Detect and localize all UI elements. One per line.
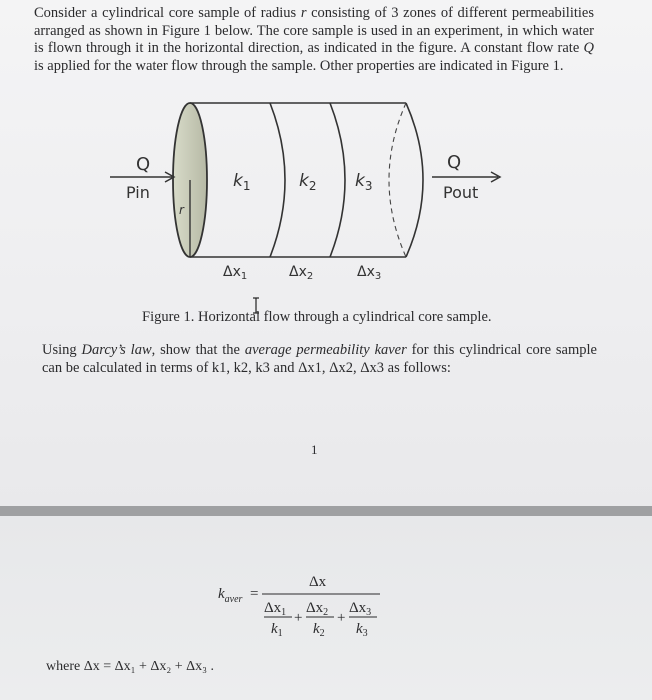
core-sample-figure: [0, 0, 652, 320]
zone2-k-label: $k_2$: [299, 171, 317, 193]
task-text-4: for this cylindrical core sample can be calculated in terms of k1, k2, k3 and Δx1, Δx2, Δx3 as follows:: [42, 342, 597, 376]
intro-text-3: is applied for the water flow through the sample. Other properties are indicated in Figure 1.: [34, 57, 564, 74]
outlet-end-hidden: [389, 103, 406, 257]
outlet-pressure-label: Pout: [443, 183, 479, 202]
task-paragraph: [42, 342, 597, 377]
page-divider-band: [0, 506, 652, 516]
intro-text-1: Consider a cylindrical core sample of radius: [34, 5, 301, 21]
zone1-k-label: $k_1$: [233, 171, 251, 193]
plus-sign-1: +: [294, 610, 303, 626]
kaver-symbol: kaver: [374, 342, 407, 358]
average-permeability-formula: [0, 516, 652, 700]
plus-sign-2: +: [337, 610, 346, 626]
average-permeability-term: average permeability: [244, 342, 370, 358]
radius-label: r: [179, 203, 184, 217]
formula-lhs: $k_{aver}$: [218, 586, 243, 605]
outlet-q-label: Q: [447, 152, 462, 173]
zone3-k-label: $k_3$: [355, 171, 373, 193]
zone2-length-label: $\Delta x_2$: [289, 264, 314, 282]
term3-denominator: $k_3$: [356, 621, 368, 639]
zone-boundary-2: [330, 103, 345, 257]
formula-equals: =: [250, 586, 259, 602]
figure-caption: Figure 1. Horizontal flow through a cylindrical core sample.: [142, 309, 492, 325]
inlet-q-label: Q: [136, 154, 151, 175]
intro-text-2: consisting of 3 zones of different permeabilities arranged as shown in Figure 1 below. The core sample is used in an experiment, in which water is flown through it in the horizontal direction, as indicated in the figure. A constant flow rate: [34, 5, 594, 56]
zone-boundary-1: [270, 103, 285, 257]
formula-numerator: Δx: [309, 574, 327, 590]
outlet-end-front: [406, 103, 423, 257]
zone1-length-label: $\Delta x_1$: [223, 264, 248, 282]
term1-denominator: $k_1$: [271, 621, 283, 639]
task-text-1: Using: [42, 342, 82, 358]
radius-symbol: r: [300, 5, 307, 21]
inlet-pressure-label: Pin: [126, 183, 150, 202]
flow-rate-symbol: Q: [583, 40, 594, 56]
task-text-2: , show that the: [151, 342, 245, 358]
darcys-law-term: Darcy’s law: [81, 342, 152, 358]
zone3-length-label: $\Delta x_3$: [357, 264, 382, 282]
term3-numerator: $\Delta x_3$: [349, 600, 372, 618]
term2-numerator: $\Delta x_2$: [306, 600, 329, 618]
term2-denominator: $k_2$: [313, 621, 325, 639]
where-definition: where Δx = Δx₁ + Δx₂ + Δx₃ .: [46, 659, 215, 674]
page-number: 1: [311, 442, 318, 457]
term1-numerator: $\Delta x_1$: [264, 600, 287, 618]
